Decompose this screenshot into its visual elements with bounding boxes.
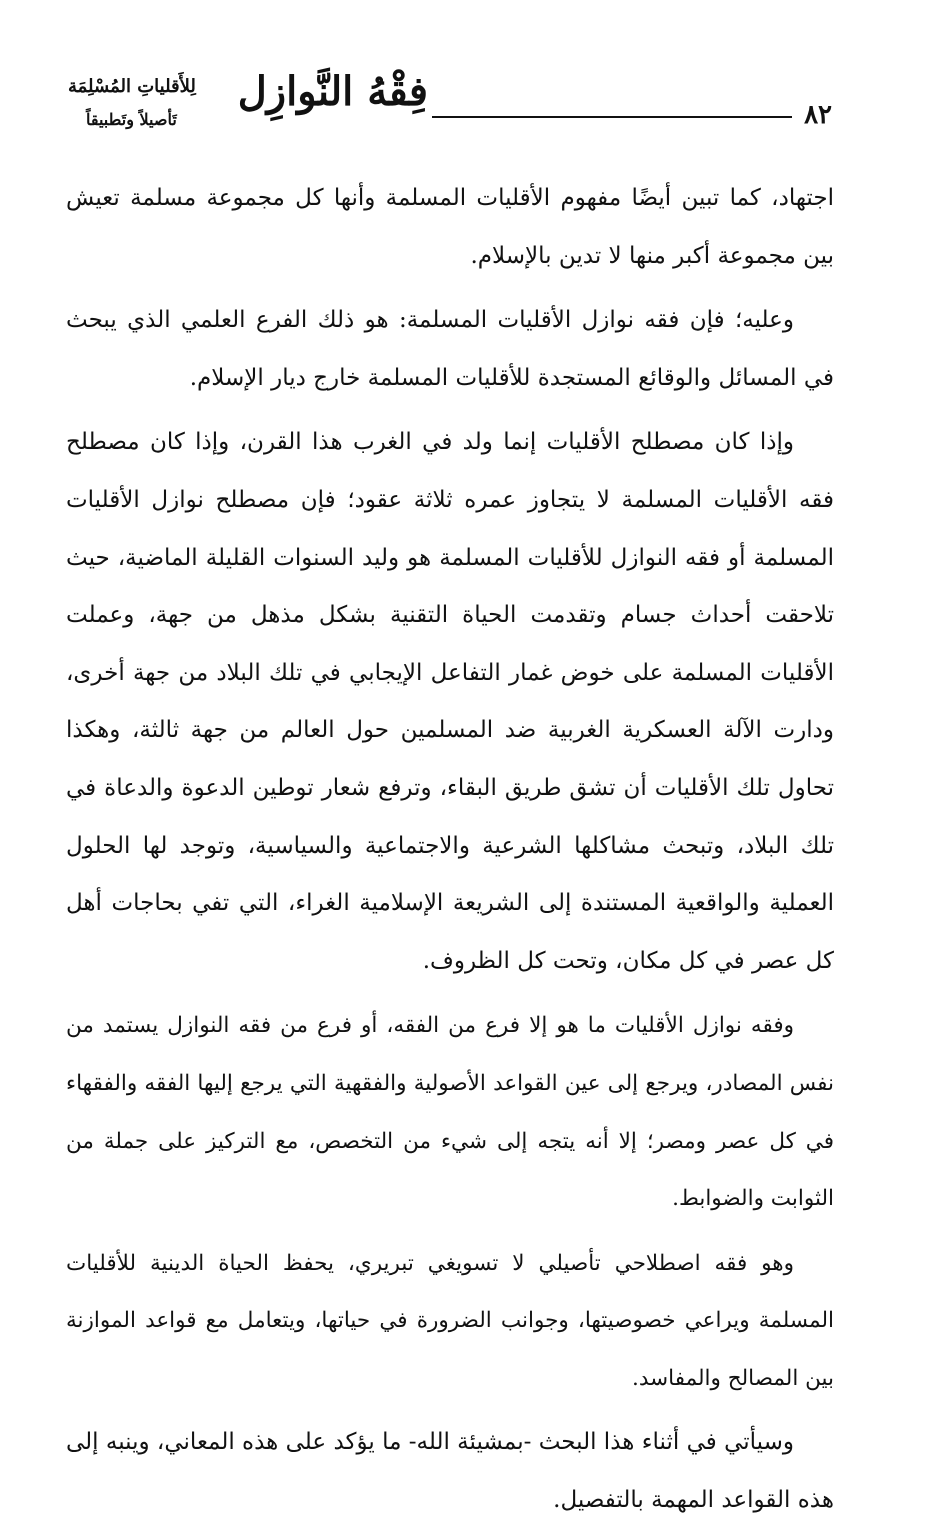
book-title-side: لِلأَقلياتِ المُسْلِمَة	[68, 76, 196, 97]
paragraph: وعليه؛ فإن فقه نوازل الأقليات المسلمة: هو ذلك الفرع العلمي الذي يبحث في المسائل والوقائع المستجدة للأقليات المسلمة خارج ديار الإسلام.	[66, 307, 834, 391]
body-text	[66, 170, 834, 1537]
paragraph: وفقه نوازل الأقليات ما هو إلا فرع من الفقه، أو فرع من فقه النوازل يستمد من نفس المصادر، ويرجع إلى عين القواعد الأصولية والفقهية التي يرجع إليها الفقه والفقهاء في كل عصر ومصر؛ إلا أنه يتجه إلى شيء من التخصص، مع التركيز على جملة من الثوابت والضوابط.	[66, 1013, 834, 1212]
paragraph: وإذا كان مصطلح الأقليات إنما ولد في الغرب هذا القرن، وإذا كان مصطلح فقه الأقليات المسلمة لا يتجاوز عمره ثلاثة عقود؛ فإن مصطلح نوازل الأقليات المسلمة أو فقه النوازل للأقليات المسلمة هو وليد السنوات القليلة الماضية، حيث تلاحقت أحداث جسام وتقدمت الحياة التقنية بشكل مذهل من جهة، وعملت الأقليات المسلمة على خوض غمار التفاعل الإيجابي في تلك البلاد من جهة أخرى، ودارت الآلة العسكرية الغربية ضد المسلمين حول العالم من جهة ثالثة، وهكذا تحاول تلك الأقليات أن تشق طريق البقاء، وترفع شعار توطين الدعوة والدعاة في تلك البلاد، وتبحث مشاكلها الشرعية والاجتماعية والسياسية، وتوجد لها الحلول العملية والواقعية المستندة إلى الشريعة الإسلامية الغراء، التي تفي بحاجات أهل كل عصر في كل مكان، وتحت كل الظروف.	[66, 429, 834, 974]
book-title-main: فِقْهُ النَّوازِل	[237, 68, 428, 115]
page-number: ٨٢	[804, 100, 832, 130]
running-header	[60, 62, 840, 162]
book-title-block	[68, 62, 428, 152]
paragraph: اجتهاد، كما تبين أيضًا مفهوم الأقليات المسلمة وأنها كل مجموعة مسلمة تعيش بين مجموعة أكبر منها لا تدين بالإسلام.	[66, 185, 834, 269]
header-rule	[432, 116, 792, 118]
book-subtitle: تَأصيلاً وتَطبيقاً	[86, 110, 177, 129]
paragraph: وسيأتي في أثناء هذا البحث -بمشيئة الله- ما يؤكد على هذه المعاني، وينبه إلى هذه القواعد المهمة بالتفصيل.	[66, 1429, 834, 1514]
paragraph: وهو فقه اصطلاحي تأصيلي لا تسويغي تبريري، يحفظ الحياة الدينية للأقليات المسلمة ويراعي خصوصيتها، وجوانب الضرورة في حياتها، ويتعامل مع قواعد الموازنة بين المصالح والمفاسد.	[66, 1250, 834, 1391]
